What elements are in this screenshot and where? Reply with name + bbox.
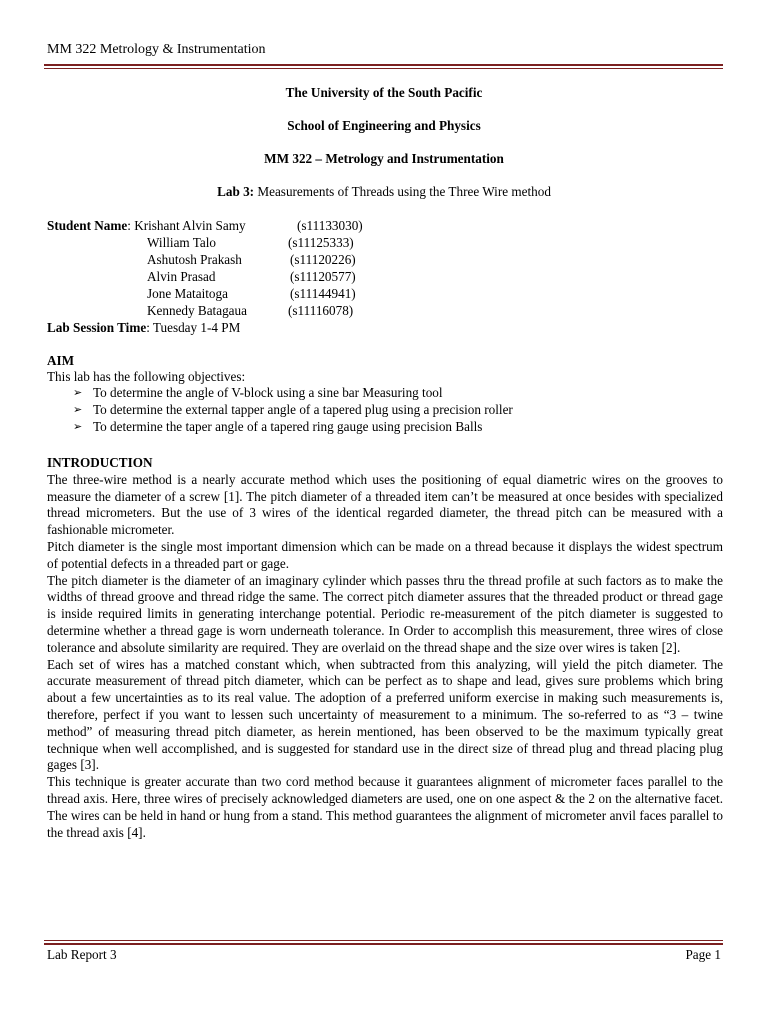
header-rule xyxy=(44,64,723,66)
arrow-bullet-icon: ➢ xyxy=(73,387,83,399)
footer-rule-thin xyxy=(44,940,723,941)
student-id: (s11116078) xyxy=(288,303,354,318)
student-name: William Talo xyxy=(147,235,216,250)
student-name: Ashutosh Prakash xyxy=(147,252,242,267)
intro-paragraph: The pitch diameter is the diameter of an imaginary cylinder which passes thru the thread profile at such factors as to make the widths of thread groove and thread ridge the same. The correct pitch diameter assures that the threaded product or thread gage is inside required limits in generating interchange potential. Periodic re-measurement of the pitch diameter is suggested to determine whether a thread gage is worn underneath tolerance. In Order to accomplish this measurement, three wires of close tolerance and absolute similarity are required. They are overlaid on the thread shape and the size over wires is taken [2]. xyxy=(47,572,723,655)
student-name: Alvin Prasad xyxy=(147,269,216,284)
arrow-bullet-icon: ➢ xyxy=(73,420,83,433)
lab-session xyxy=(47,320,240,336)
intro-paragraph: Each set of wires has a matched constant which, when subtracted from this analyzing, will yield the pitch diameter. The accurate measurement of thread pitch diameter, which can be perfect as to shape and lead, gives sure problems which bring about a few uncertainties as to its real value. The adoption of a preferred uniform exercise in making such measurements is, therefore, perfect if you want to lessen such uncertainty of measurement to a minimum. The so-referred to as “3 – twine method” of measuring thread pitch diameter, as herein mentioned, has been observed to be the maximum typically great technique when well accomplished, and is suggested for standard use in the direct size of thread plug and thread placing plug gages [3]. xyxy=(47,656,723,773)
page-number: Page 1 xyxy=(685,947,721,962)
lab-session-value: : Tuesday 1-4 PM xyxy=(146,320,241,335)
list-item xyxy=(73,385,513,402)
lab-session-label: Lab Session Time xyxy=(47,320,147,335)
introduction-heading: INTRODUCTION xyxy=(47,455,153,470)
student-name-label: Student Name xyxy=(47,218,128,233)
aim-heading: AIM xyxy=(47,353,75,368)
intro-paragraph: The three-wire method is a nearly accurate method which uses the positioning of equal diametric wires on the grooves to measure the diameter of a screw [1]. The pitch diameter of a threaded item can’t be measured at once besides with specialized thread micrometers. But the use of 3 wires of the identical regarded diameter, the thread pitch can be measured with a fashionable micrometer. xyxy=(47,471,723,538)
student-name: Kennedy Batagaua xyxy=(147,303,247,318)
student-row-0 xyxy=(47,218,246,234)
student-name: : Krishant Alvin Samy xyxy=(127,218,246,233)
student-id: (s11120226) xyxy=(290,252,356,267)
intro-paragraph: This technique is greater accurate than two cord method because it guarantees alignment of micrometer faces parallel to the thread axis. Here, three wires of precisely acknowledged diameters are used, one on one aspect & the 2 on the alternative facet. The wires can be held in hand or hung from a stand. This method guarantees the alignment of micrometer anvil faces parallel to the thread axis [4]. xyxy=(47,774,723,840)
objective-text: To determine the taper angle of a tapered ring gauge using precision Balls xyxy=(93,418,483,434)
footer-report-label: Lab Report 3 xyxy=(47,947,117,962)
objective-text: To determine the angle of V-block using a sine bar Measuring tool xyxy=(93,385,443,400)
intro-paragraph: Pitch diameter is the single most important dimension which can be made on a thread because it displays the widest spectrum of potential defects in a threaded part or gage. xyxy=(47,538,723,571)
objectives-list xyxy=(73,385,513,435)
school-title: School of Engineering and Physics xyxy=(287,118,481,133)
lab-label: Lab 3: xyxy=(217,184,255,199)
running-header: MM 322 Metrology & Instrumentation xyxy=(47,42,266,57)
header-rule-thin xyxy=(44,68,723,69)
student-name: Jone Mataitoga xyxy=(147,286,228,301)
student-id: (s11120577) xyxy=(290,269,356,284)
list-item xyxy=(73,402,513,419)
lab-title-text: Measurements of Threads using the Three Wire method xyxy=(254,184,551,199)
course-title: MM 322 – Metrology and Instrumentation xyxy=(264,151,504,166)
student-id: (s11133030) xyxy=(297,218,363,233)
footer-rule xyxy=(44,943,723,945)
student-id: (s11125333) xyxy=(288,235,354,250)
university-title: The University of the South Pacific xyxy=(285,85,483,100)
aim-intro: This lab has the following objectives: xyxy=(47,369,246,384)
list-item xyxy=(73,419,513,436)
introduction-section xyxy=(47,455,723,841)
arrow-bullet-icon: ➢ xyxy=(73,403,83,416)
lab-title xyxy=(0,184,768,200)
objective-text: To determine the external tapper angle of a tapered plug using a precision roller xyxy=(93,401,513,417)
student-id: (s11144941) xyxy=(290,286,356,301)
